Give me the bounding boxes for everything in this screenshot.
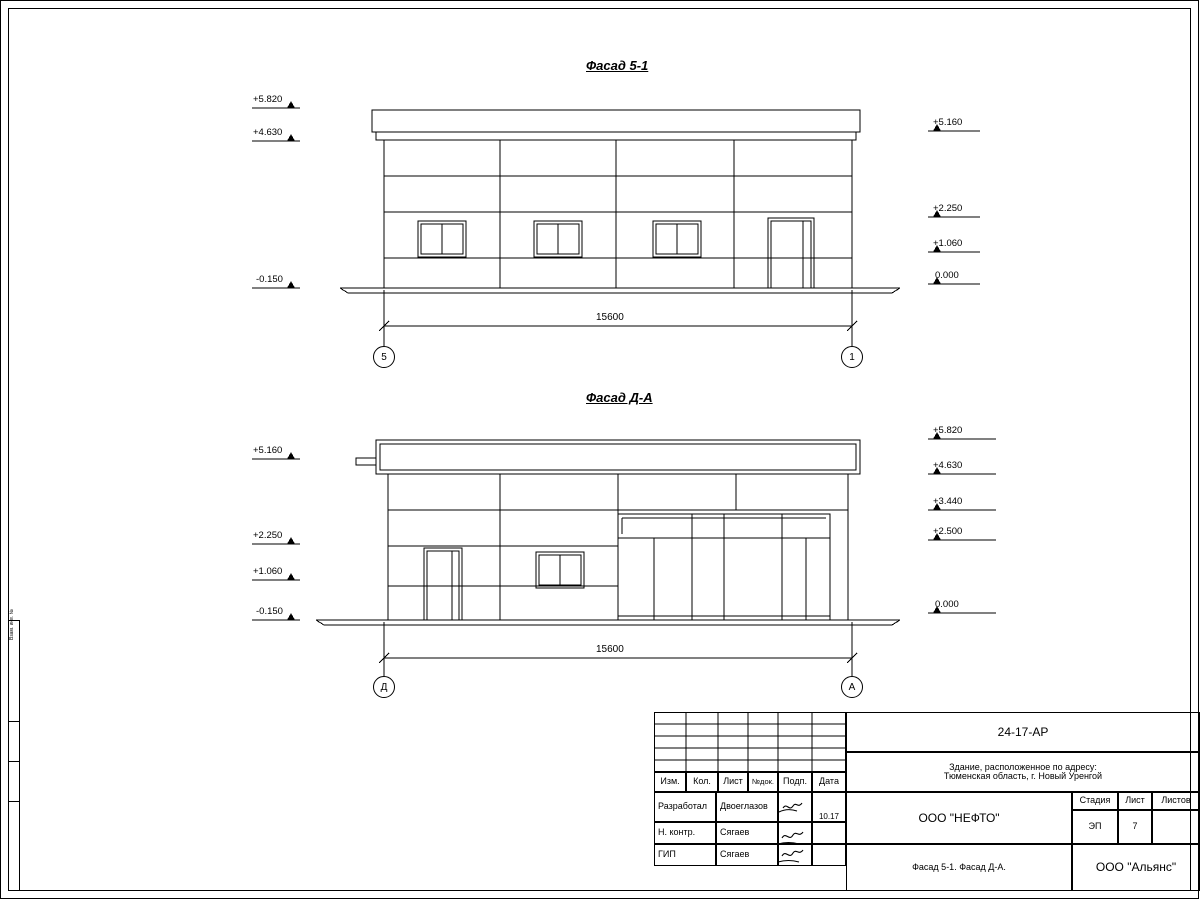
stamp-stage-header: Стадия — [1072, 792, 1118, 810]
stamp-col-header-2: Лист — [718, 772, 748, 792]
stamp-col-header-1: Кол. — [686, 772, 718, 792]
facade1-level-left-0: +5.820 — [253, 94, 283, 105]
stamp-date-0: 10.17 — [812, 792, 846, 822]
stamp-sheets-header: Листов — [1152, 792, 1200, 810]
facade2-level-right-2: +3.440 — [933, 496, 963, 507]
facade1-level-right-1: +2.250 — [933, 203, 963, 214]
facade1-level-right-3: 0.000 — [935, 270, 959, 281]
facade2-level-left-0: +5.160 — [253, 445, 283, 456]
facade1-axis-right: 1 — [841, 346, 863, 368]
stamp-col-header-3: №док. — [748, 772, 778, 792]
stamp-sheets-value — [1152, 810, 1200, 844]
stamp-col-header-4: Подп. — [778, 772, 812, 792]
revision-grid-lines — [654, 712, 846, 772]
stamp-role-2: ГИП — [654, 844, 716, 866]
stamp-stage-value: ЭП — [1072, 810, 1118, 844]
stamp-col-header-5: Дата — [812, 772, 846, 792]
facade2-level-left-3: -0.150 — [256, 606, 283, 617]
stamp-role-0: Разработал — [654, 792, 716, 822]
facade2-level-right-0: +5.820 — [933, 425, 963, 436]
stamp-object-name — [846, 752, 1200, 792]
stamp-name-2: Сягаев — [716, 844, 778, 866]
facade1-level-left-2: -0.150 — [256, 274, 283, 285]
stamp-sheet-value: 7 — [1118, 810, 1152, 844]
facade2-level-left-2: +1.060 — [253, 566, 283, 577]
facade2-title: Фасад Д-А — [586, 390, 653, 405]
facade1-axis-left: 5 — [373, 346, 395, 368]
facade1-dimension: 15600 — [596, 312, 624, 323]
stamp-designer-org: ООО "Альянс" — [1072, 844, 1200, 891]
stamp-customer: ООО "НЕФТО" — [846, 792, 1072, 844]
stamp-sheet-title: Фасад 5-1. Фасад Д-А. — [846, 844, 1072, 891]
sheet-side-label: Взам. инв. № — [9, 609, 15, 640]
facade2-level-right-3: +2.500 — [933, 526, 963, 537]
facade2-level-right-1: +4.630 — [933, 460, 963, 471]
stamp-date-2 — [812, 844, 846, 866]
stamp-name-0: Двоеглазов — [716, 792, 778, 822]
stamp-object-line2: Тюменская область, г. Новый Уренгой — [943, 771, 1103, 781]
stamp-object-line1: Здание, расположенное по адресу: — [949, 761, 1097, 772]
stamp-signature-0 — [778, 792, 812, 822]
facade1-level-left-1: +4.630 — [253, 127, 283, 138]
facade2-level-left-1: +2.250 — [253, 530, 283, 541]
facade2-level-right-4: 0.000 — [935, 599, 959, 610]
stamp-role-1: Н. контр. — [654, 822, 716, 844]
facade1-level-right-0: +5.160 — [933, 117, 963, 128]
facade2-dimension: 15600 — [596, 644, 624, 655]
facade1-title: Фасад 5-1 — [586, 58, 649, 73]
stamp-signature-1 — [778, 822, 812, 844]
facade2-axis-right: А — [841, 676, 863, 698]
stamp-name-1: Сягаев — [716, 822, 778, 844]
stamp-date-1 — [812, 822, 846, 844]
title-block — [654, 712, 1200, 891]
stamp-sheet-header: Лист — [1118, 792, 1152, 810]
stamp-project-code: 24-17-АР — [846, 712, 1200, 752]
facade1-level-right-2: +1.060 — [933, 238, 963, 249]
stamp-signature-2 — [778, 844, 812, 866]
facade2-axis-left: Д — [373, 676, 395, 698]
stamp-col-header-0: Изм. — [654, 772, 686, 792]
